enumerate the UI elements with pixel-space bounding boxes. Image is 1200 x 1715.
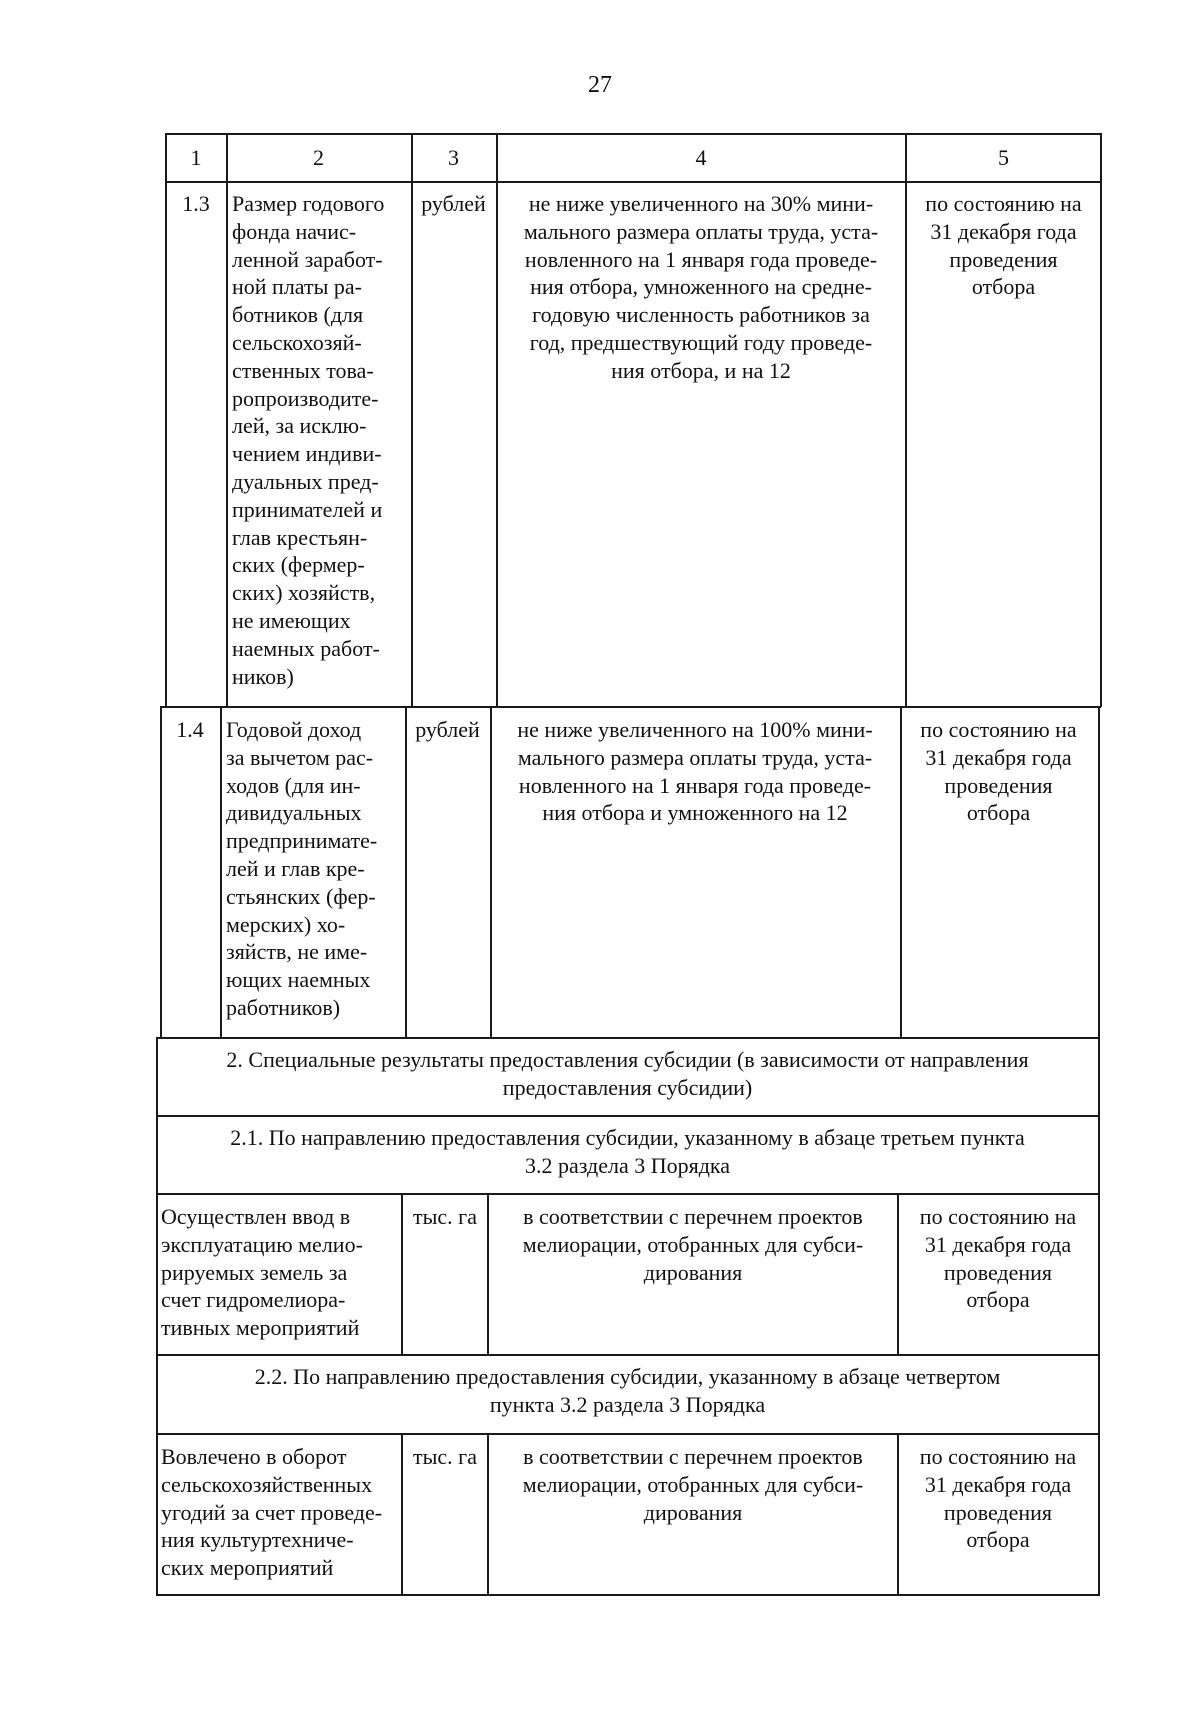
as-of-date: по состоянию на 31 декабря года проведения отбора [925, 191, 1082, 300]
table-rule [411, 133, 413, 707]
header-col-5: 5 [998, 145, 1009, 170]
table-rule [156, 1433, 1099, 1435]
table-rule [897, 1433, 899, 1596]
table-rule [226, 133, 228, 707]
table-rule [401, 1433, 403, 1596]
table-rule [156, 1037, 158, 1596]
table-rule [496, 133, 498, 707]
table-rule [487, 1193, 489, 1356]
table-rule [165, 133, 167, 707]
indicator-value: в соответствии с перечнем проектов мелиорации, отобранных для субси- дирования [522, 1204, 864, 1285]
table-rule [220, 706, 222, 1039]
table-rule [156, 1193, 1099, 1195]
table-rule [156, 1354, 1099, 1356]
row-number: 1.3 [182, 191, 210, 216]
table-rule [490, 706, 492, 1039]
indicator-value: не ниже увеличенного на 30% мини- мального размера оплаты труда, уста- новленного на 1 января года проведе- ния отбора, умноженного на средне- годовую численность работников за год, предшествующий году проведе- ния отбора, и на 12 [523, 191, 879, 383]
as-of-date: по состоянию на 31 декабря года проведения отбора [920, 717, 1077, 826]
table-rule [156, 1115, 1099, 1117]
indicator-name: Размер годового фонда начис- ленной заработ- ной платы ра- ботников (для сельскохозяй- ственных това- ропроизводите- лей, за исклю- чением индиви- дуальных пред- принимателей и глав крестьян- ских (фермер- ских) хозяйств, не имеющих наемных работ- ников) [232, 191, 385, 689]
as-of-date: по состоянию на 31 декабря года проведения отбора [919, 1444, 1077, 1553]
header-col-3: 3 [448, 145, 459, 170]
table-rule [897, 1193, 899, 1356]
table-rule [166, 181, 1102, 183]
indicator-name: Осуществлен ввод в эксплуатацию мелио- рируемых земель за счет гидромелиора- тивных мероприятий [161, 1204, 363, 1341]
header-col-4: 4 [695, 145, 707, 170]
table-rule [900, 706, 902, 1039]
unit-of-measure: тыс. га [413, 1204, 477, 1229]
as-of-date: по состоянию на 31 декабря года проведения отбора [919, 1204, 1077, 1313]
table-rule [1100, 133, 1102, 707]
table-rule [405, 706, 407, 1039]
table-rule [1098, 706, 1100, 1596]
page-number: 27 [588, 72, 612, 98]
unit-of-measure: рублей [421, 191, 486, 216]
table-rule [156, 1037, 1099, 1039]
table-rule [160, 706, 1101, 708]
indicator-value: в соответствии с перечнем проектов мелиорации, отобранных для субси- дирования [522, 1444, 864, 1525]
indicator-name: Вовлечено в оборот сельскохозяйственных угодий за счет проведе- ния культуртехниче- ских мероприятий [161, 1444, 383, 1581]
table-rule [160, 706, 162, 1039]
section-2-title: 2. Специальные результаты предоставления субсидии (в зависимости от направления предоставления субсидии) [226, 1047, 1029, 1100]
subsection-2-1-title: 2.1. По направлению предоставления субсидии, указанному в абзаце третьем пункта 3.2 раздела 3 Порядка [230, 1125, 1025, 1178]
unit-of-measure: рублей [415, 717, 480, 742]
table-rule [401, 1193, 403, 1356]
indicator-value: не ниже увеличенного на 100% мини- мального размера оплаты труда, уста- новленного на 1 января года проведе- ния отбора и умноженного на 12 [517, 717, 873, 826]
indicator-name: Годовой доход за вычетом рас- ходов (для ин- дивидуальных предпринимате- лей и глав кре- стьянских (фер- мерских) хо- зяйств, не име- ющих наемных работников) [226, 717, 378, 1020]
header-col-1: 1 [190, 145, 202, 170]
table-rule [905, 133, 907, 707]
table-rule [166, 133, 1102, 135]
table-rule [156, 1594, 1099, 1596]
header-col-2: 2 [313, 145, 324, 170]
table-rule [487, 1433, 489, 1596]
unit-of-measure: тыс. га [413, 1444, 477, 1469]
row-number: 1.4 [176, 717, 204, 742]
subsection-2-2-title: 2.2. По направлению предоставления субсидии, указанному в абзаце четвертом пункта 3.2 раздела 3 Порядка [254, 1364, 1001, 1417]
